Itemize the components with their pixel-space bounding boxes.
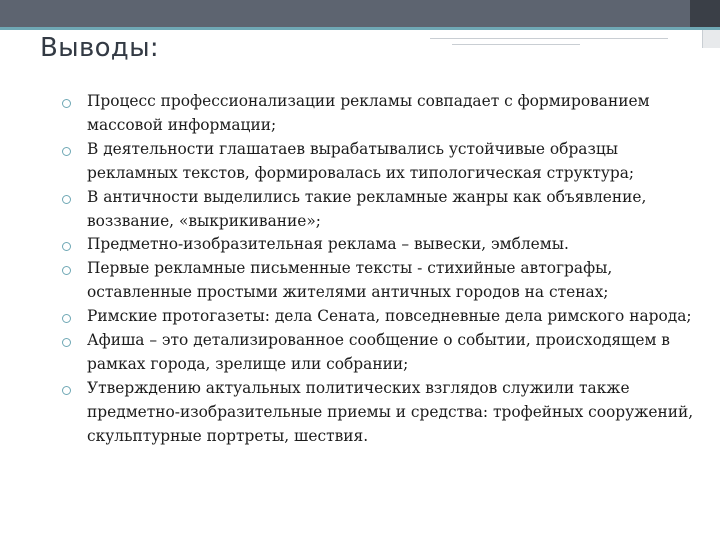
bullet-text: В деятельности глашатаев вырабатывались устойчивые образцы рекламных текстов, формировалась их типологическая структура; [87,139,635,182]
decorative-line [452,44,580,45]
header-accent-line [0,27,720,30]
circle-outline-icon [62,314,71,323]
bullet-item [62,329,702,377]
bullet-item [62,138,702,186]
circle-outline-icon [62,99,71,108]
circle-outline-icon [62,386,71,395]
circle-outline-icon [62,147,71,156]
header-bar-accent [690,0,720,28]
bullet-text: Процесс профессионализации рекламы совпадает с формированием массовой информации; [87,92,650,134]
header-bar [0,0,720,28]
decorative-corner [702,30,720,48]
bullet-item [62,305,702,329]
bullet-item [62,377,702,449]
bullet-item [62,257,702,305]
bullet-text: Афиша – это детализированное сообщение о событии, происходящем в рамках города, зрелище или собрании; [87,331,670,373]
slide-title: Выводы: [40,33,159,63]
bullet-text: Утверждению актуальных политических взглядов служили также предметно-изобразительные приемы и средства: трофейных сооружений, скульптурные портреты, шествия. [87,378,694,445]
bullet-item [62,90,702,138]
circle-outline-icon [62,338,71,347]
circle-outline-icon [62,266,71,275]
bullet-list [62,90,702,449]
circle-outline-icon [62,242,71,251]
bullet-text: Первые рекламные письменные тексты - стихийные автографы, оставленные простыми жителями античных городов на стенах; [87,259,613,302]
bullet-item [62,233,702,257]
bullet-text: В античности выделились такие рекламные жанры как объявление, воззвание, «выкрикивание»; [87,187,647,230]
bullet-text: Предметно-изобразительная реклама – вывески, эмблемы. [87,235,569,254]
bullet-text: Римские протогазеты: дела Сената, повседневные дела римского народа; [87,307,692,326]
decorative-line [430,38,668,39]
circle-outline-icon [62,195,71,204]
bullet-item [62,186,702,234]
